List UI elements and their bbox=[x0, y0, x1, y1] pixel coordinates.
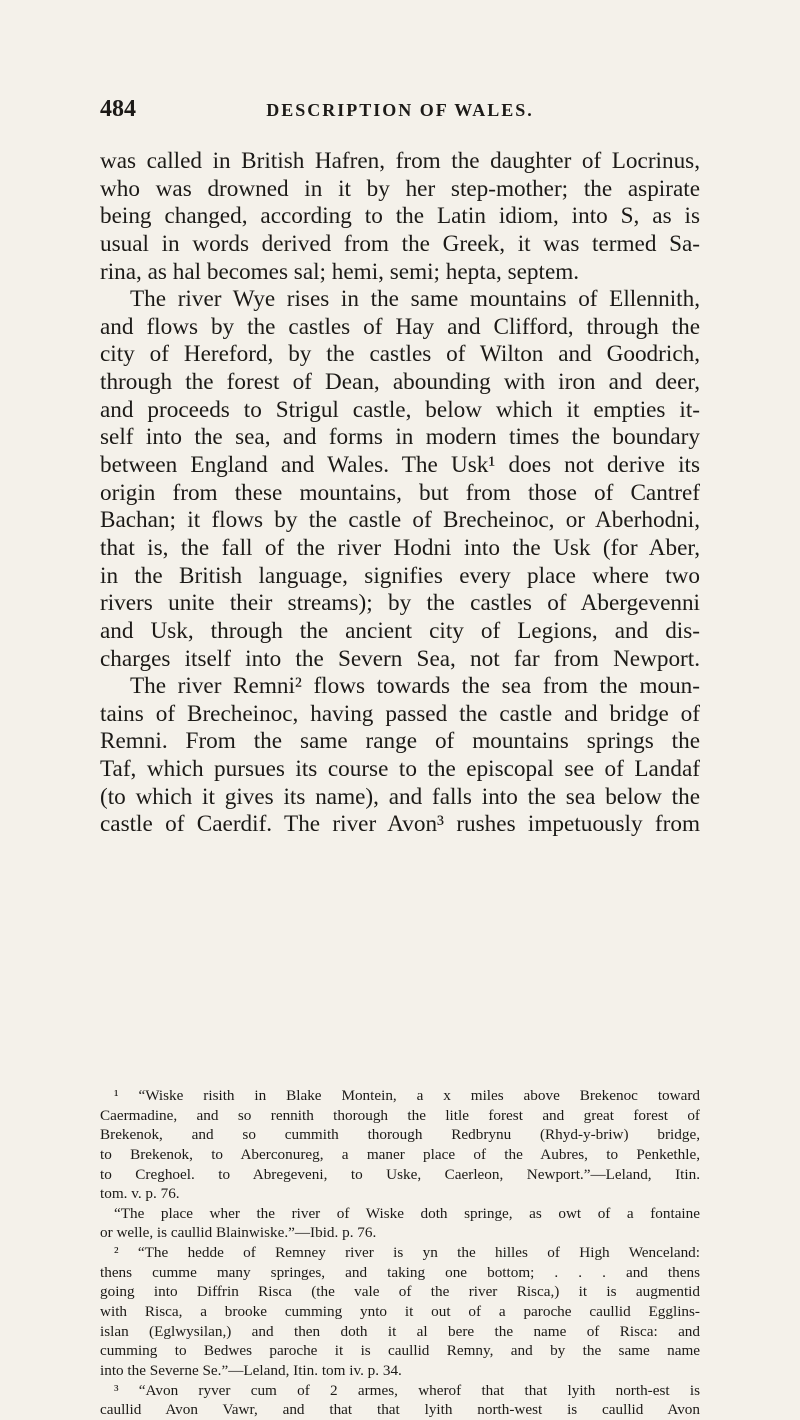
running-title: DESCRIPTION OF WALES. bbox=[266, 100, 534, 120]
body-line: and flows by the castles of Hay and Clifford, through the bbox=[100, 313, 700, 340]
body-line: in the British language, signifies every place where two bbox=[100, 562, 700, 589]
footnote-line: islan (Eglwysilan,) and then doth it al bere the name of Risca: and bbox=[100, 1322, 700, 1340]
running-head bbox=[100, 96, 700, 126]
body-line: through the forest of Dean, abounding with iron and deer, bbox=[100, 369, 700, 396]
footnote-line: ³ “Avon ryver cum of 2 armes, wherof that that lyith north-est is bbox=[114, 1381, 700, 1399]
body-line: Taf, which pursues its course to the episcopal see of Landaf bbox=[100, 756, 700, 783]
body-line: The river Wye rises in the same mountains of Ellennith, bbox=[130, 286, 700, 313]
footnote-line: Caermadine, and so rennith thorough the litle forest and great forest of bbox=[100, 1106, 700, 1124]
body-line: rina, as hal becomes sal; hemi, semi; hepta, septem. bbox=[100, 258, 580, 285]
body-line: that is, the fall of the river Hodni into the Usk (for Aber, bbox=[100, 534, 700, 561]
footnote-line: to Brekenok, to Aberconureg, a maner place of the Aubres, to Penkethle, bbox=[100, 1145, 700, 1163]
footnote-line: ¹ “Wiske risith in Blake Montein, a x miles above Brekenoc toward bbox=[114, 1087, 700, 1104]
body-line: self into the sea, and forms in modern times the boundary bbox=[100, 424, 700, 451]
body-line: being changed, according to the Latin idiom, into S, as is bbox=[100, 203, 700, 230]
footnote-line: caullid Avon Vawr, and that that lyith north-west is caullid Avon bbox=[100, 1401, 700, 1419]
body-line: charges itself into the Severn Sea, not far from Newport. bbox=[100, 645, 700, 672]
body-line: and Usk, through the ancient city of Legions, and dis- bbox=[100, 617, 700, 644]
page-number: 484 bbox=[100, 96, 136, 122]
footnote-line: with Risca, a brooke cumming ynto it out of a paroche caullid Egglins- bbox=[100, 1303, 700, 1321]
body-line: (to which it gives its name), and falls into the sea below the bbox=[100, 783, 700, 810]
footnote-line: going into Diffrin Risca (the vale of the river Risca,) it is augmentid bbox=[100, 1283, 700, 1301]
body-line: usual in words derived from the Greek, it was termed Sa- bbox=[100, 230, 700, 257]
footnote-line: into the Severne Se.”—Leland, Itin. tom iv. p. 34. bbox=[100, 1361, 402, 1379]
footnote-line: tom. v. p. 76. bbox=[100, 1185, 180, 1203]
footnote-line: Brekenok, and so cummith thorough Redbrynu (Rhyd-y-briw) bridge, bbox=[100, 1126, 700, 1144]
footnote-line: thens cumme many springes, and taking one bottom; . . . and thens bbox=[100, 1263, 700, 1281]
footnote-line: ² “The hedde of Remney river is yn the hilles of High Wenceland: bbox=[114, 1244, 700, 1262]
body-line: and proceeds to Strigul castle, below which it empties it- bbox=[100, 396, 700, 423]
footnotes bbox=[100, 1086, 700, 1420]
body-line: was called in British Hafren, from the daughter of Locrinus, bbox=[100, 148, 700, 174]
body-line: between England and Wales. The Usk¹ does not derive its bbox=[100, 452, 700, 479]
body-line: tains of Brecheinoc, having passed the castle and bridge of bbox=[100, 700, 700, 727]
body-line: Remni. From the same range of mountains springs the bbox=[100, 728, 700, 755]
footnote-line: to Creghoel. to Abregeveni, to Uske, Caerleon, Newport.”—Leland, Itin. bbox=[100, 1165, 700, 1183]
body-line: The river Remni² flows towards the sea from the moun- bbox=[130, 673, 700, 700]
body-line: castle of Caerdif. The river Avon³ rushes impetuously from bbox=[100, 811, 700, 838]
footnote-line: cumming to Bedwes paroche it is caullid Remny, and by the same name bbox=[100, 1342, 700, 1360]
body-line: rivers unite their streams); by the castles of Abergevenni bbox=[100, 590, 700, 617]
body-line: who was drowned in it by her step-mother; the aspirate bbox=[100, 175, 700, 202]
footnote-line: “The place wher the river of Wiske doth springe, as owt of a fontaine bbox=[114, 1204, 700, 1222]
body-text bbox=[100, 148, 700, 839]
footnote-line: or welle, is caullid Blainwiske.”—Ibid. p. 76. bbox=[100, 1224, 377, 1242]
body-line: origin from these mountains, but from those of Cantref bbox=[100, 479, 700, 506]
body-line: city of Hereford, by the castles of Wilton and Goodrich, bbox=[100, 341, 700, 368]
body-line: Bachan; it flows by the castle of Brecheinoc, or Aberhodni, bbox=[100, 507, 700, 534]
